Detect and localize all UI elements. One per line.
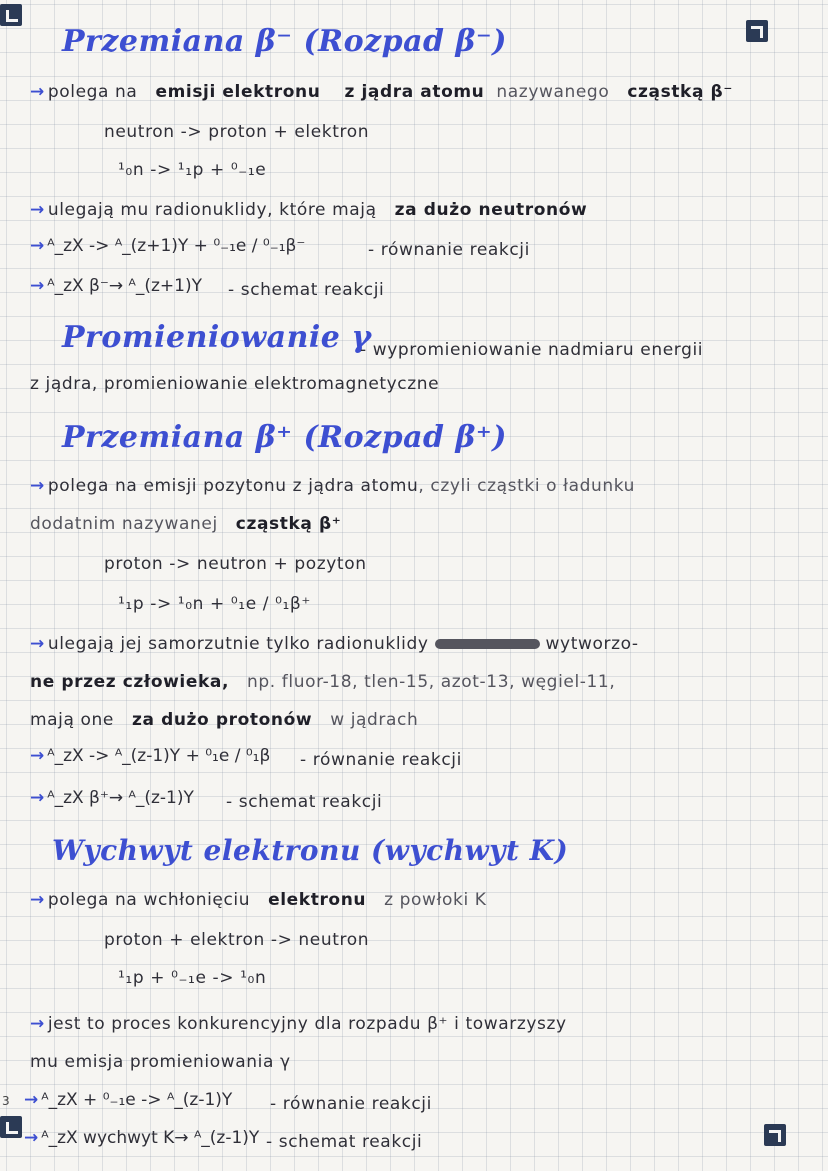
arrow-icon: → xyxy=(30,746,45,766)
corner-bracket-icon xyxy=(746,20,768,42)
corner-bracket-icon xyxy=(0,1116,22,1138)
text-line: z jądra, promieniowanie elektromagnetyczne xyxy=(30,374,440,394)
text-line: → ulegają mu radionuklidy, które mają za dużo neutronów xyxy=(30,200,588,220)
arrow-icon: → xyxy=(30,890,45,910)
scheme-symbols: ¹₁p -> ¹₀n + ⁰₁e / ⁰₁β⁺ xyxy=(118,594,311,614)
section-title-gamma: Promieniowanie γ xyxy=(62,320,372,355)
text-line: mają one za dużo protonów w jądrach xyxy=(30,710,419,730)
section-title-electron-capture: Wychwyt elektronu (wychwyt K) xyxy=(52,834,569,867)
scheme-words: neutron -> proton + elektron xyxy=(104,122,370,142)
text-line: → polega na wchłonięciu elektronu z powłoki K xyxy=(30,890,487,910)
reaction-equation: → ᴬ_zX + ⁰₋₁e -> ᴬ_(z-1)Y xyxy=(24,1090,233,1110)
arrow-icon: → xyxy=(24,1090,39,1110)
arrow-icon: → xyxy=(30,200,45,220)
text-line: → jest to proces konkurencyjny dla rozpadu β⁺ i towarzyszy xyxy=(30,1014,567,1034)
arrow-icon: → xyxy=(30,276,45,296)
equation-label: - równanie reakcji xyxy=(368,240,530,260)
corner-bracket-icon xyxy=(0,4,22,26)
arrow-icon: → xyxy=(24,1128,39,1148)
arrow-icon: → xyxy=(30,788,45,808)
reaction-equation: → ᴬ_zX -> ᴬ_(z+1)Y + ⁰₋₁e / ⁰₋₁β⁻ xyxy=(30,236,306,256)
text-line: → polega na emisji pozytonu z jądra atomu, czyli cząstki o ładunku xyxy=(30,476,636,496)
arrow-icon: → xyxy=(30,82,45,102)
text-line: mu emisja promieniowania γ xyxy=(30,1052,291,1072)
reaction-scheme: → ᴬ_zX wychwyt K→ ᴬ_(z-1)Y xyxy=(24,1128,260,1148)
scheme-symbols: ¹₁p + ⁰₋₁e -> ¹₀n xyxy=(118,968,267,988)
reaction-scheme: → ᴬ_zX β⁻→ ᴬ_(z+1)Y xyxy=(30,276,202,296)
scheme-label: - schemat reakcji xyxy=(228,280,385,300)
text-line: → ulegają jej samorzutnie tylko radionuklidy wytworzo- xyxy=(30,634,639,654)
arrow-icon: → xyxy=(30,476,45,496)
reaction-equation: → ᴬ_zX -> ᴬ_(z-1)Y + ⁰₁e / ⁰₁β xyxy=(30,746,271,766)
reaction-scheme: → ᴬ_zX β⁺→ ᴬ_(z-1)Y xyxy=(30,788,194,808)
section-title-beta-minus: Przemiana β⁻ (Rozpad β⁻) xyxy=(62,24,507,59)
corner-bracket-icon xyxy=(764,1124,786,1146)
text-line: ne przez człowieka, np. fluor-18, tlen-15, azot-13, węgiel-11, xyxy=(30,672,616,692)
arrow-icon: → xyxy=(30,236,45,256)
text-line: → polega na emisji elektronu z jądra atomu nazywanego cząstką β⁻ xyxy=(30,82,733,102)
scheme-label: - schemat reakcji xyxy=(266,1132,423,1152)
scheme-label: - schemat reakcji xyxy=(226,792,383,812)
equation-label: - równanie reakcji xyxy=(270,1094,432,1114)
scheme-words: proton + elektron -> neutron xyxy=(104,930,370,950)
equation-label: - równanie reakcji xyxy=(300,750,462,770)
scheme-symbols: ¹₀n -> ¹₁p + ⁰₋₁e xyxy=(118,160,267,180)
arrow-icon: → xyxy=(30,1014,45,1034)
arrow-icon: → xyxy=(30,634,45,654)
scribble-mark xyxy=(435,639,540,649)
page-number: 3 xyxy=(2,1094,10,1108)
text-line: - wypromieniowanie nadmiaru energii xyxy=(360,340,704,360)
scheme-words: proton -> neutron + pozyton xyxy=(104,554,367,574)
section-title-beta-plus: Przemiana β⁺ (Rozpad β⁺) xyxy=(62,420,507,455)
text-line: dodatnim nazywanej cząstką β⁺ xyxy=(30,514,342,534)
